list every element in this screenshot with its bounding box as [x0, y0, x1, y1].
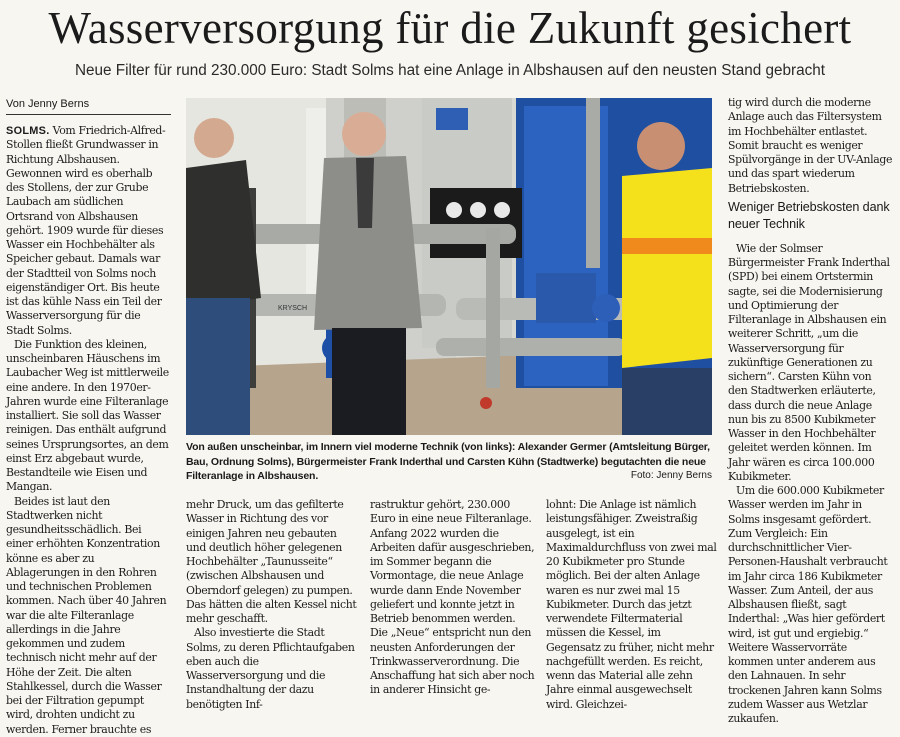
headline: Wasserversorgung für die Zukunft gesichert: [48, 3, 852, 53]
subheadline: Neue Filter für rund 230.000 Euro: Stadt Solms hat eine Anlage in Albshausen auf den neusten Stand gebracht: [74, 62, 826, 79]
paragraph: Wie der Solmser Bürgermeister Frank Inderthal (SPD) bei einem Ortstermin sagte, sei die Modernisierung und Optimierung der Filteranlage in Albshausen ein weiterer Schritt, „um die Wasserversorgung für zukünftige Generationen zu sichern“. Carsten Kühn von den Stadtwerken erläuterte, dass durch die neue Anlage nun bis zu 8500 Kubikmeter Wasser in den Hochbehälter geleitet werden können. Im Jahr wären es circa 100.000 Kubikmeter.: [728, 241, 890, 483]
article-column-1: [6, 124, 171, 736]
caption-text: Von außen unscheinbar, im Innern viel moderne Technik (von links): Alexander Germer (Amtsleitung Bürger, Bau, Ordnung Solms), Bürgermeister Frank Inderthal und Carsten Kühn (Stadtwerke) begutachten die neue Filteranlage in Albshausen.: [186, 441, 710, 483]
paragraph: Also investierte die Stadt Solms, zu deren Pflichtaufgaben eben auch die Wasserversorgung und die Instandhaltung der dazu benötigten Inf-: [186, 626, 355, 711]
author-byline: Von Jenny Berns: [6, 97, 171, 115]
photo-credit: Foto: Jenny Berns: [630, 470, 712, 481]
photo-caption: [186, 440, 712, 484]
dateline: SOLMS.: [6, 125, 50, 137]
paragraph: lohnt: Die Anlage ist nämlich leistungsfähiger. Zweistraßig ausgelegt, ist ein Maximaldurchfluss von zwei mal 20 Kubikmeter pro Stunde möglich. Bei der alten Anlage waren es nur zwei mal 15 Kubikmeter. Durch das jetzt verwendete Filtermaterial müssen die Kessel, im Gegensatz zu früher, nicht mehr nachgefüllt werden. Es reicht, wenn das Material alle zehn Jahre einmal ausgewechselt wird. Gleichzei-: [546, 498, 717, 711]
article-column-3: [370, 498, 535, 708]
paragraph: Die Funktion des kleinen, unscheinbaren Häuschens im Laubacher Weg ist mittlerweile eine andere. In den 1970er-Jahren wurde eine Filteranlage installiert. Sie soll das Wasser reinigen. Das enthält aufgrund seines Ursprungsortes, an dem einst Erz abgebaut wurde, Bestandteile wie Eisen und Mangan.: [6, 337, 169, 494]
subheading: Weniger Betriebskosten dank neuer Technik: [728, 199, 890, 231]
paragraph-text: Vom Friedrich-Alfred-Stollen fließt Grundwasser in Richtung Albshausen. Gewonnen wird es oberhalb des Stollens, der zur Grube Laubach am südlichen Ortsrand von Albshausen gehört. 1909 wurde für dieses Wasser ein Hochbehälter als Speicher gebaut. Damals war der Stadtteil von Solms noch eigenständiger Ort. Bis heute ist das kühle Nass ein Teil der Wasserversorgung für die Stadt Solms.: [6, 124, 166, 337]
paragraph: tig wird durch die moderne Anlage auch das Filtersystem im Hochbehälter entlastet. Somit braucht es weniger Spülvorgänge in der UV-Anlage und das spart wiederum Betriebskosten.: [728, 96, 893, 195]
article-column-4: [546, 498, 718, 711]
paragraph: Beides ist laut den Stadtwerken nicht gesundheitsschädlich. Bei einer erhöhten Konzentration könne es aber zu Ablagerungen in den Rohren und technischen Problemen kommen. Nach über 40 Jahren war die alte Filteranlage allerdings in die Jahre gekommen und zudem technisch nicht mehr auf der Höhe der Zeit. Die alten Stahlkessel, durch die Wasser bei der Filtration gepumpt wird, drohten undicht zu werden. Ferner brauchte es: [6, 494, 167, 736]
article-column-2: [186, 498, 358, 711]
paragraph: mehr Druck, um das gefilterte Wasser in Richtung des vor einigen Jahren neu gebauten und deutlich höher gelegenen Hochbehälter „Taunusseite“ (zwischen Albshausen und Oberndorf gelegen) zu pumpen. Das hätten die alten Kessel nicht mehr geschafft.: [186, 498, 357, 625]
article-photo: [186, 98, 712, 435]
article-column-5: [728, 96, 893, 725]
photo-illustration: [186, 98, 712, 435]
paragraph: Um die 600.000 Kubikmeter Wasser werden im Jahr in Solms insgesamt gefördert. Zum Vergleich: Ein durchschnittlicher Vier-Personen-Haushalt verbraucht im Jahr circa 186 Kubikmeter Wasser. Zum Anteil, der aus Albshausen fließt, sagt Inderthal: „Was hier gefördert wird, ist gut und ergiebig.“ Weitere Wasservorräte kommen unter anderem aus den Lahnauen. In sehr trockenen Jahren kann Solms zudem Wasser aus Wetzlar zukaufen.: [728, 484, 888, 725]
paragraph: rastruktur gehört, 230.000 Euro in eine neue Filteranlage. Anfang 2022 wurden die Arbeiten dafür ausgeschrieben, im Sommer begann die Vormontage, die neue Anlage wurde dann Ende November geliefert und konnte jetzt in Betrieb benommen werden. Die „Neue“ entspricht nun den neusten Anforderungen der Trinkwasserverordnung. Die Anschaffung hat sich aber noch in anderer Hinsicht ge-: [370, 498, 535, 697]
pipe-label: KRYSCH: [278, 305, 308, 312]
paragraph: [6, 124, 171, 338]
